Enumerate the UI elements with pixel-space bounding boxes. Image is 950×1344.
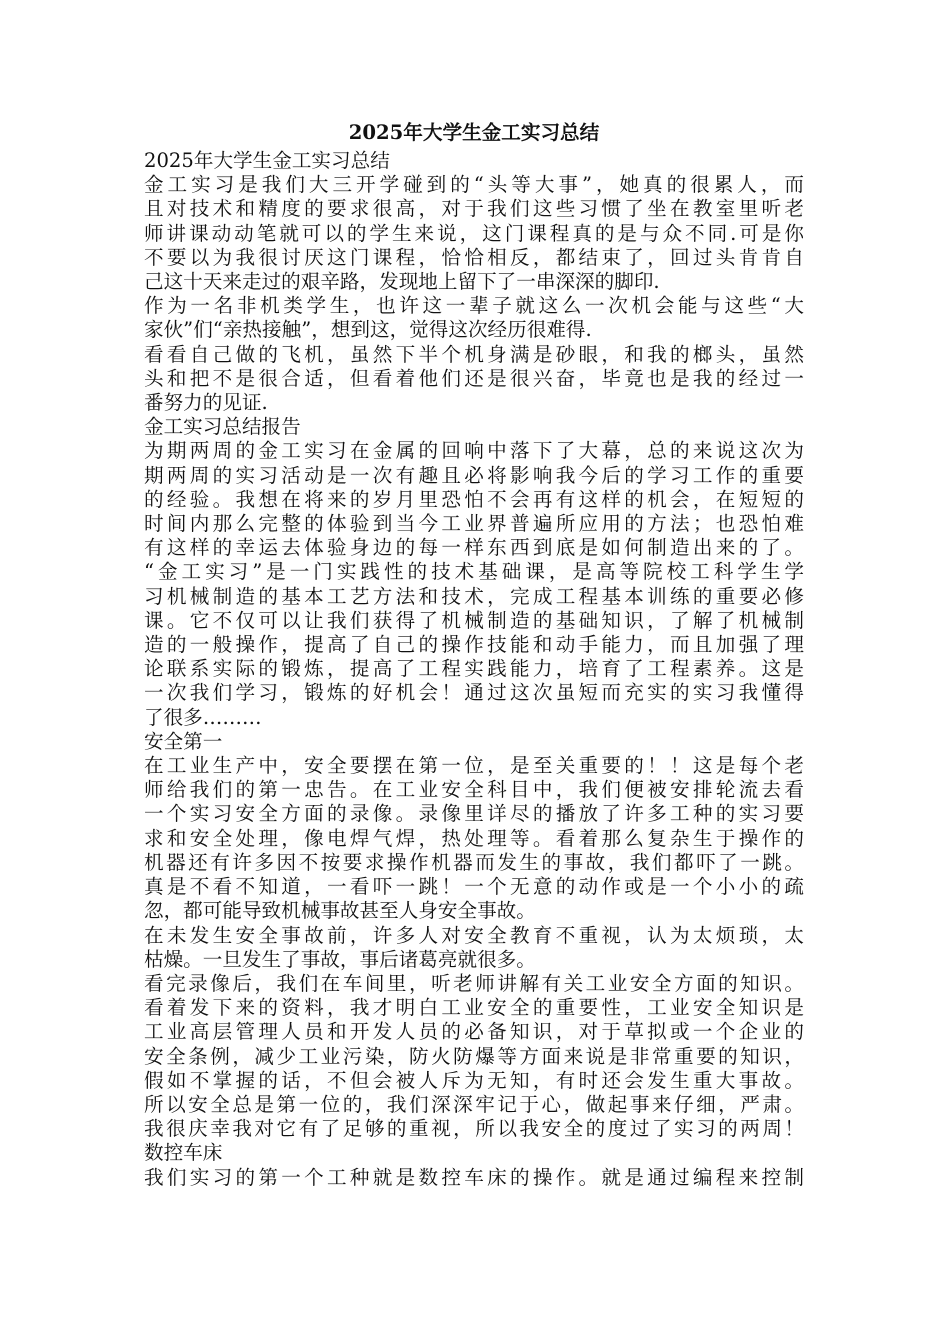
document-title: 2025年大学生金工实习总结	[348, 121, 600, 144]
text-line: 师讲课动动笔就可以的学生来说，这门课程真的是与众不同.可是你	[144, 221, 804, 245]
text-line: 论联系实际的锻炼，提高了工程实践能力，培育了工程素养。这是	[144, 657, 804, 681]
text-line: 所以安全总是第一位的，我们深深牢记于心，做起事来仔细，严肃。	[144, 1092, 804, 1116]
text-line: 课。它不仅可以让我们获得了机械制造的基础知识，了解了机械制	[144, 608, 804, 632]
text-line: 时间内那么完整的体验到当今工业界普遍所应用的方法；也恐怕难	[144, 512, 804, 536]
text-line: 安全第一	[144, 729, 223, 753]
text-line: 番努力的见证.	[144, 391, 268, 415]
text-line: 忽，都可能导致机械事故甚至人身安全事故。	[144, 899, 536, 923]
document-body	[144, 149, 804, 1190]
text-line: 看着发下来的资料，我才明白工业安全的重要性，工业安全知识是	[144, 996, 804, 1020]
text-line: 作为一名非机类学生，也许这一辈子就这么一次机会能与这些“大	[144, 294, 804, 318]
document-page	[144, 118, 804, 1190]
text-line: 造的一般操作，提高了自己的操作技能和动手能力，而且加强了理	[144, 633, 804, 657]
text-line: 看完录像后，我们在车间里，听老师讲解有关工业安全方面的知识。	[144, 971, 804, 995]
text-line: 一个实习安全方面的录像。录像里详尽的播放了许多工种的实习要	[144, 802, 804, 826]
text-line: “金工实习”是一门实践性的技术基础课，是高等院校工科学生学	[144, 560, 804, 584]
text-line: 了很多………	[144, 705, 262, 729]
text-line: 机器还有许多因不按要求操作机器而发生的事故，我们都吓了一跳。	[144, 850, 804, 874]
text-line: 数控车床	[144, 1141, 223, 1165]
text-line: 真是不看不知道，一看吓一跳！一个无意的动作或是一个小小的疏	[144, 875, 804, 899]
text-line: 习机械制造的基本工艺方法和技术，完成工程基本训练的重要必修	[144, 584, 804, 608]
text-line: 一次我们学习，锻炼的好机会！通过这次虽短而充实的实习我懂得	[144, 681, 804, 705]
text-line: 安全条例，减少工业污染，防火防爆等方面来说是非常重要的知识，	[144, 1044, 804, 1068]
text-line: 师给我们的第一忠告。在工业安全科目中，我们便被安排轮流去看	[144, 778, 804, 802]
text-line: 头和把不是很合适，但看着他们还是很兴奋，毕竟也是我的经过一	[144, 366, 804, 390]
text-line: 在未发生安全事故前，许多人对安全教育不重视，认为太烦琐，太	[144, 923, 804, 947]
text-line: 我们实习的第一个工种就是数控车床的操作。就是通过编程来控制	[144, 1165, 804, 1189]
text-line: 枯燥。一旦发生了事故，事后诸葛亮就很多。	[144, 947, 536, 971]
text-line: 金工实习总结报告	[144, 415, 301, 439]
text-line: 期两周的实习活动是一次有趣且必将影响我今后的学习工作的重要	[144, 463, 804, 487]
text-line: 求和安全处理，像电焊气焊，热处理等。看着那么复杂生于操作的	[144, 826, 804, 850]
text-line: 为期两周的金工实习在金属的回响中落下了大幕，总的来说这次为	[144, 439, 804, 463]
text-line: 假如不掌握的话，不但会被人斥为无知，有时还会发生重大事故。	[144, 1068, 804, 1092]
text-line: 的经验。我想在将来的岁月里恐怕不会再有这样的机会，在短短的	[144, 487, 804, 511]
text-line: 金工实习是我们大三开学碰到的“头等大事”，她真的很累人，而	[144, 173, 804, 197]
text-line: 家伙”们“亲热接触”，想到这，觉得这次经历很难得.	[144, 318, 592, 342]
text-line: 2025年大学生金工实习总结	[144, 149, 390, 172]
text-line: 我很庆幸我对它有了足够的重视，所以我安全的度过了实习的两周！	[144, 1117, 804, 1141]
text-line: 工业高层管理人员和开发人员的必备知识，对于草拟或一个企业的	[144, 1020, 804, 1044]
text-line: 看看自己做的飞机，虽然下半个机身满是砂眼，和我的榔头，虽然	[144, 342, 804, 366]
text-line: 不要以为我很讨厌这门课程，恰恰相反，都结束了，回过头肯肯自	[144, 245, 804, 269]
text-line: 且对技术和精度的要求很高，对于我们这些习惯了坐在教室里听老	[144, 197, 804, 221]
text-line: 在工业生产中，安全要摆在第一位，是至关重要的！！这是每个老	[144, 754, 804, 778]
text-line: 有这样的幸运去体验身边的每一样东西到底是如何制造出来的了。	[144, 536, 804, 560]
text-line: 己这十天来走过的艰辛路，发现地上留下了一串深深的脚印.	[144, 270, 660, 294]
